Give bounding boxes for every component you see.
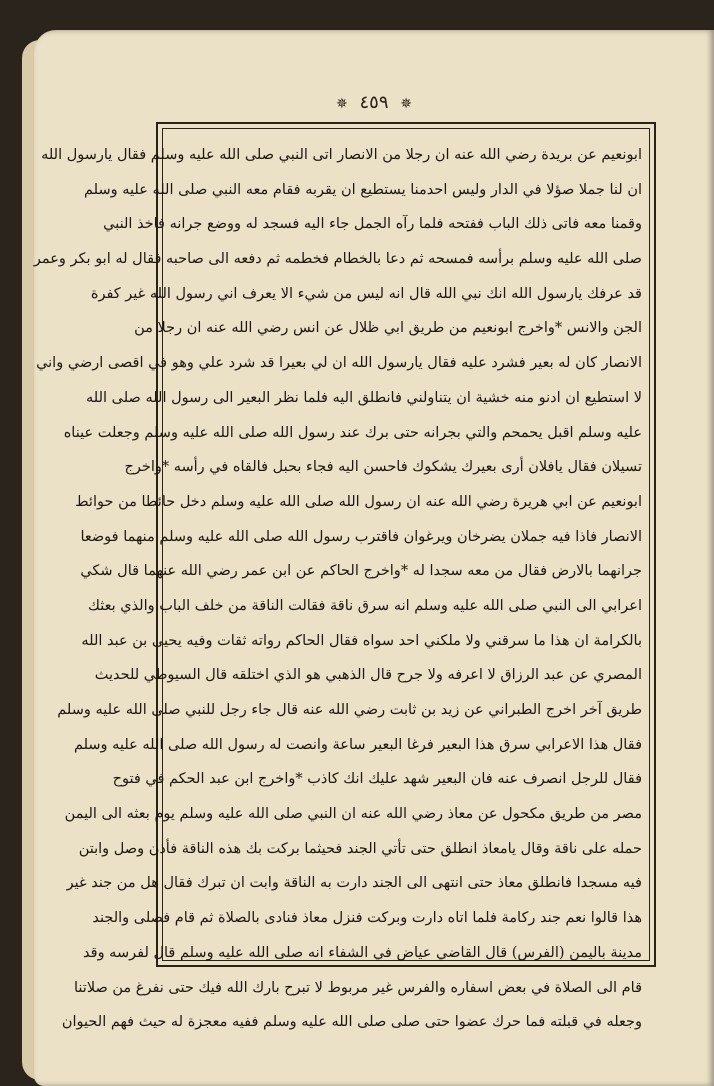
text-line: فقال للرجل انصرف عنه فان البعير شهد عليك انك كاذب *واخرج ابن عبد الحكم في فتوح bbox=[112, 771, 642, 788]
text-line: طريق آخر اخرج الطبراني عن زيد بن ثابت رضي الله عنه قال جاء رجل للنبي صلى الله عليه وسلم bbox=[57, 702, 642, 718]
text-line: اعرابي الى النبي صلى الله عليه وسلم انه سرق ناقة فقالت الناقة من خلف الباب والذي بعثك bbox=[87, 597, 642, 614]
book-page bbox=[34, 30, 714, 1086]
text-line: قد عرفك يارسول الله انك نبي الله قال انه ليس من شيء الا يعرف اني رسول الله غير كفرة bbox=[90, 285, 642, 302]
text-line: حمله على ناقة وقال يامعاذ انطلق حتى تأتي الجند فحيثما بركت بك هذه الناقة فأذن وصل وابتن bbox=[78, 840, 642, 857]
page-number: ٤٥٩ bbox=[359, 92, 389, 113]
text-line: قام الى الصلاة في بعض اسفاره والفرس غير مربوط لا تبرح بارك الله فيك حتى نفرغ من صلاتنا bbox=[73, 979, 642, 996]
text-line: الانصار فاذا فيه جملان يضرخان ويرغوان فاقترب رسول الله صلى الله عليه وسلم منهما فوضعا bbox=[80, 528, 642, 545]
text-line: مصر من طريق مكحول عن معاذ رضي الله عنه ان النبي صلى الله عليه وسلم يوم بعثه الى اليمن bbox=[64, 806, 642, 823]
text-line: تسيلان فقال يافلان أرى بعيرك يشكوك فاحسن اليه فجاء بحبل فالقاه في رأسه *واخرج bbox=[124, 459, 642, 476]
text-line: بالكرامة ان هذا ما سرقني ولا ملكني احد سواه فقال الحاكم رواته ثقات وفيه يحيى بن عبد الله bbox=[81, 632, 642, 649]
text-line: ان لنا جملا صؤلا في الدار وليس احدمنا يستطيع ان يقربه فقام معه النبي صلى الله عليه وسلم bbox=[84, 181, 642, 198]
text-line: فقال هذا الاعرابي سرق هذا البعير فرغا البعير ساعة وانصت له رسول الله صلى الله عليه وسلم bbox=[73, 736, 642, 753]
text-line: صلى الله عليه وسلم برأسه فمسحه ثم دعا بالخطام فخطمه ثم دفعه الى صاحبه فقال له ابو بكر وعمر bbox=[33, 251, 642, 268]
text-line: لا استطيع ان ادنو منه خشية ان يتناولني فانطلق اليه فلما نظر البعير الى رسول الله صلى الله bbox=[86, 389, 642, 406]
text-line: المصري عن عبد الرزاق لا اعرفه ولا جرح قال الذهبي هو الذي اختلقه قال السيوطي للحديث bbox=[94, 667, 642, 684]
text-line: الجن والانس *واخرج ابونعيم من طريق ابي ظلال عن انس رضي الله عنه ان رجلا من bbox=[134, 320, 642, 337]
text-line: عليه وسلم اقبل يحمحم والتي بجرانه حتى برك عند رسول الله صلى الله عليه وسلم وجعلت عيناه bbox=[63, 424, 642, 441]
text-line: وجعله في قبلته فما حرك عضوا حتى صلى صلى الله عليه وسلم ففيه معجزة له حيث فهم الحيوان bbox=[61, 1014, 642, 1031]
text-frame bbox=[33, 122, 656, 1031]
text-block bbox=[33, 138, 642, 1040]
text-line: ابونعيم عن بريدة رضي الله عنه ان رجلا من الانصار اتى النبي صلى الله عليه وسلم فقال يارسول الله bbox=[41, 147, 642, 163]
text-line: ابونعيم عن ابي هريرة رضي الله عنه ان رسول الله صلى الله عليه وسلم دخل حائطا من حوائط bbox=[75, 493, 642, 510]
text-line: فيه مسجدا فانطلق معاذ حتى انتهى الى الجند دارت به الناقة وابت ان تبرك فقال هل من جند غير bbox=[66, 875, 642, 892]
page-number-header bbox=[34, 92, 714, 113]
text-line: مدينة باليمن (الفرس) قال القاضي عياض في الشفاء انه صلى الله عليه وسلم قال لفرسه وقد bbox=[83, 944, 642, 961]
ornament-left-icon: ✵ bbox=[336, 96, 348, 112]
text-line: هذا قالوا نعم جند ركامة فلما اتاه دارت وبركت فنزل معاذ فنادى بالصلاة ثم قام فصلى والجند bbox=[92, 910, 642, 927]
text-line: جرانهما بالارض فقال من معه سجدا له *واخرج الحاكم عن ابن عمر رضي الله عنهما قال شكي bbox=[80, 563, 642, 580]
text-line: الانصار كان له بعير فشرد عليه فقال يارسول الله ان لي بعيرا قد شرد علي وهو في اقصى ارضي واني bbox=[36, 355, 642, 372]
text-line: وقمنا معه فاتى ذلك الباب ففتحه فلما رآه الجمل جاء اليه فسجد له ووضع جرانه فاخذ النبي bbox=[103, 216, 642, 233]
ornament-right-icon: ✵ bbox=[400, 96, 412, 112]
